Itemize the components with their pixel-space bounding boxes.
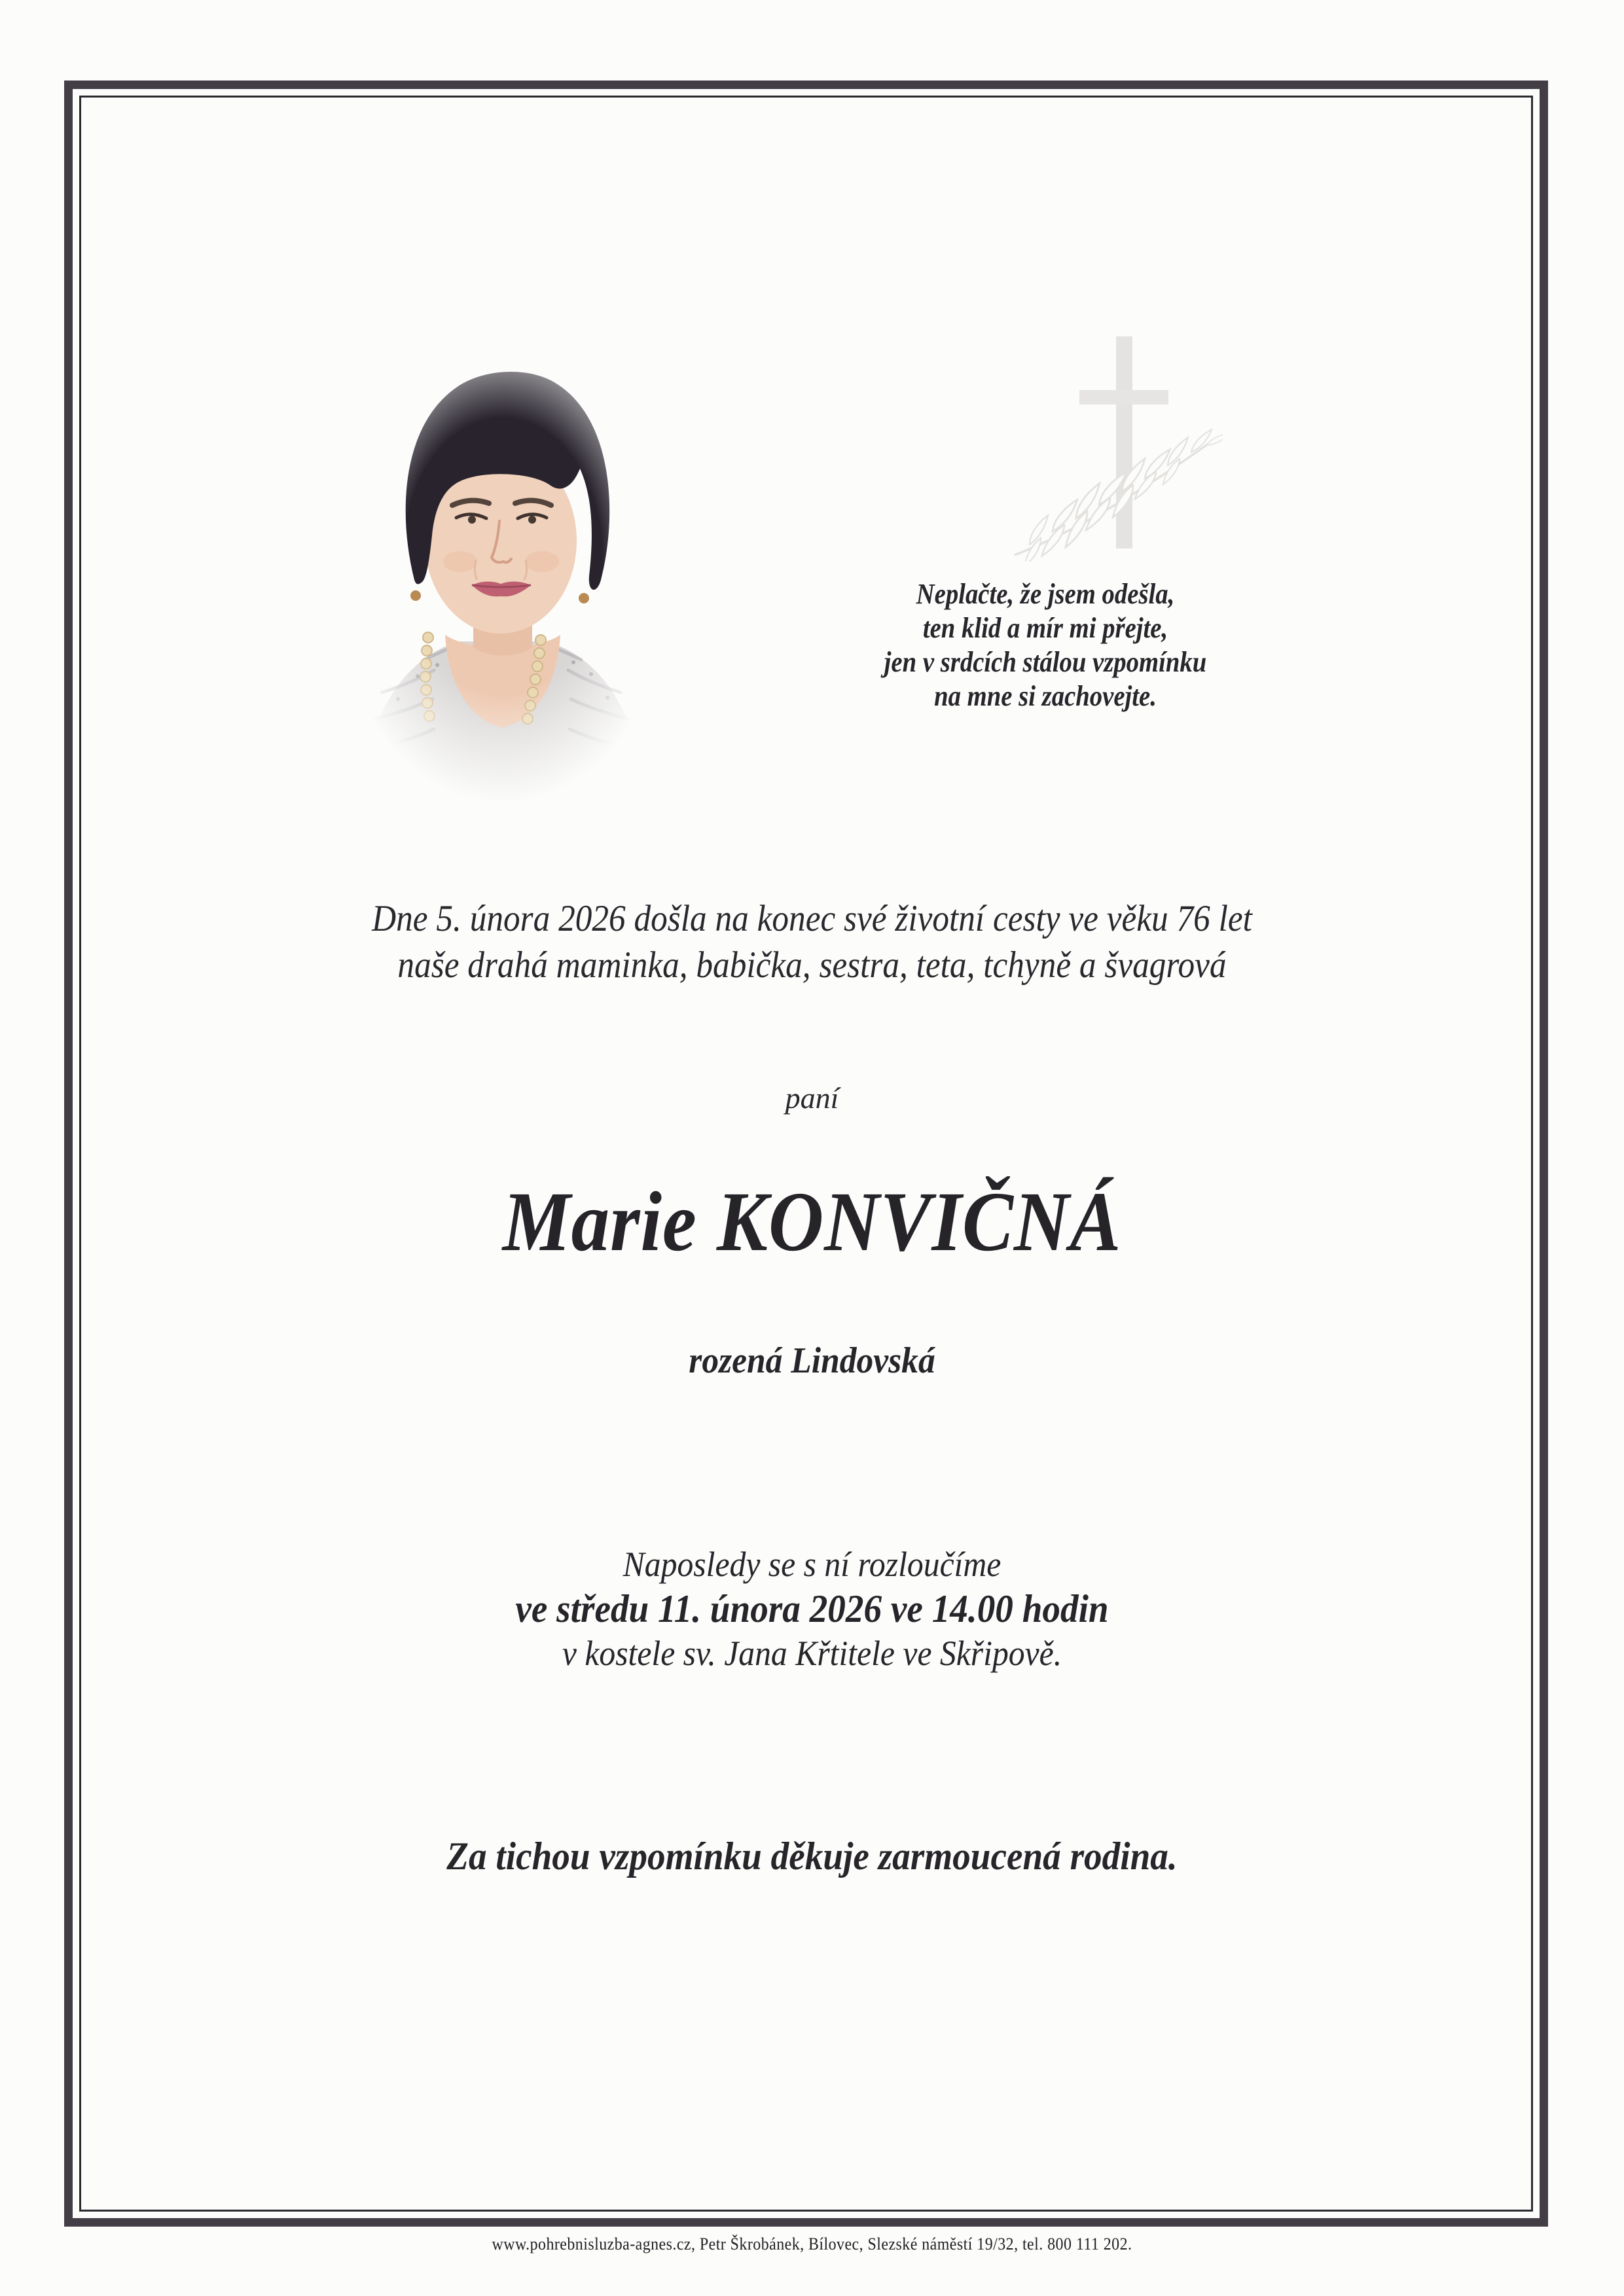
footer-contact: www.pohrebnisluzba-agnes.cz, Petr Škrobánek, Bílovec, Slezské náměstí 19/32, tel. 800 111 202. xyxy=(492,2234,1132,2253)
verse-line: Neplačte, že jsem odešla, xyxy=(916,578,1175,610)
palm-branch-icon xyxy=(1007,419,1223,562)
verse-line: jen v srdcích stálou vzpomínku xyxy=(884,646,1207,678)
frame-inner-border xyxy=(79,96,1533,2212)
verse-line: na mne si zachovejte. xyxy=(934,680,1157,712)
announcement-line: Dne 5. února 2026 došla na konec své životní cesty ve věku 76 let xyxy=(372,898,1252,939)
cross-icon-arm xyxy=(1079,390,1168,404)
farewell-info xyxy=(65,1542,1559,1676)
announcement-line: naše drahá maminka, babička, sestra, teta, tchyně a švagrová xyxy=(397,944,1227,986)
farewell-date-time: ve středu 11. února 2026 ve 14.00 hodin xyxy=(515,1587,1109,1630)
maiden-name: rozená Lindovská xyxy=(689,1340,935,1381)
farewell-line: Naposledy se s ní rozloučíme xyxy=(623,1545,1001,1584)
frame-outer-border xyxy=(64,81,1548,2227)
portrait-photo xyxy=(319,352,686,863)
deceased-name: Marie KONVIČNÁ xyxy=(502,1175,1122,1269)
death-announcement xyxy=(81,895,1543,988)
farewell-place: v kostele sv. Jana Křtitele ve Skřipově. xyxy=(562,1634,1062,1673)
verse-line: ten klid a mír mi přejte, xyxy=(922,612,1168,644)
thanks-line: Za tichou vzpomínku děkuje zarmoucená rodina. xyxy=(446,1835,1178,1878)
honorific: paní xyxy=(785,1081,839,1115)
memorial-verse xyxy=(757,577,1333,713)
